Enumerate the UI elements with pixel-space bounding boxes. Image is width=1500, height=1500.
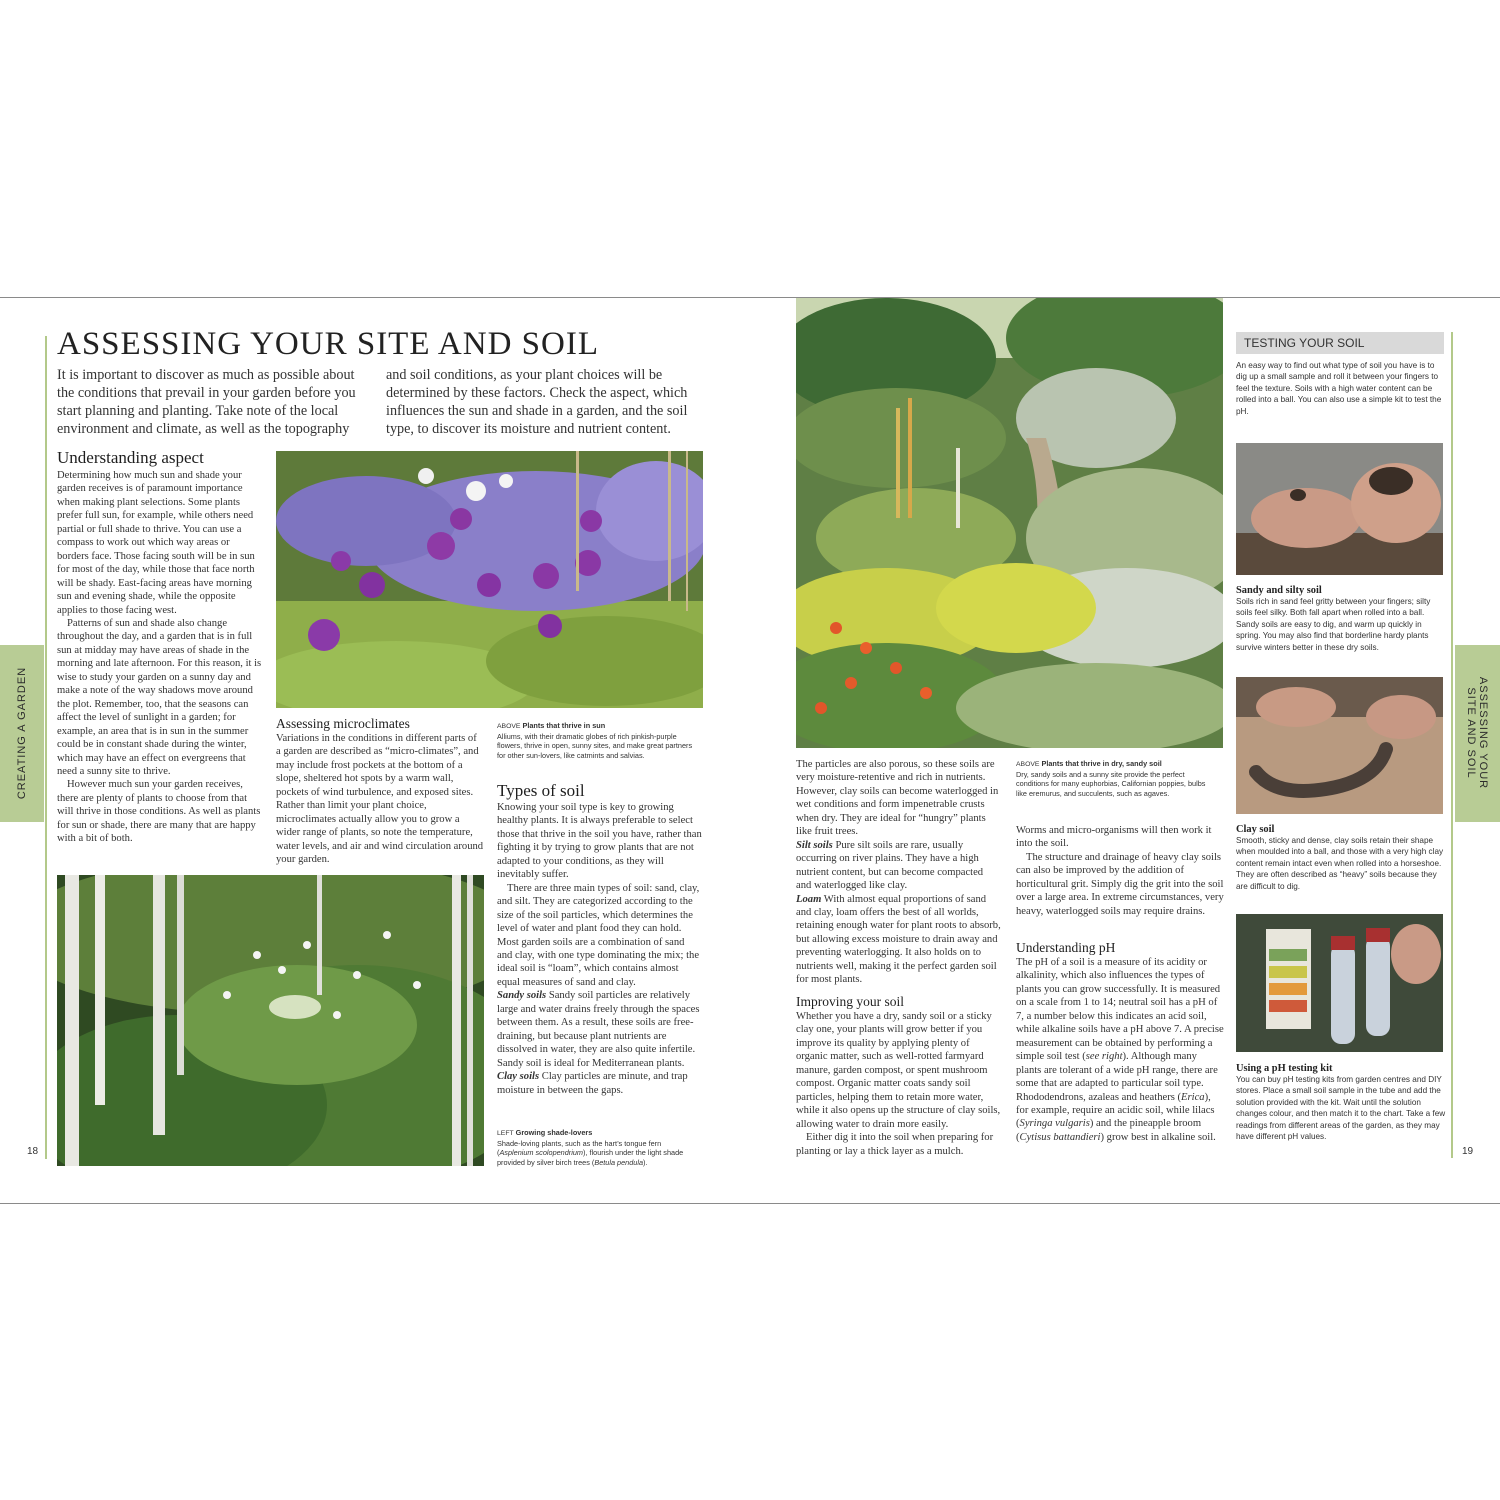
clay-soils-label: Clay soils [497,1071,540,1083]
grit-paragraph: The structure and drainage of heavy clay soils can also be improved by the addition of horticultural grit. Simply dig the grit into the soil over a large area. In extreme circumstances, very heavy, waterlogged soils may require drains. [1016,851,1224,917]
ph-kit-heading: Using a pH testing kit [1236,1063,1333,1074]
page-title: ASSESSING YOUR SITE AND SOIL [57,326,599,362]
caption-shade-label: LEFT [497,1130,514,1137]
right-column-1 [796,758,1001,987]
clay-soil-text: Smooth, sticky and dense, clay soils retain their shape when moulded into a ball, and those with a very high clay content remain intact even when rolled into a horseshoe. They are often described as “heavy” soils because they are difficult to dig. [1236,836,1444,891]
aspect-paragraph-1: Determining how much sun and shade your garden receives is of paramount importance when making plant selections. Some plants prefer full sun, for example, while others need partial or full shade to thrive. You can use a compass to work out which way areas or borders face. Those facing south will be in sun for most of the day, while those that face north will be shady. East-facing areas have morning sun and evening shade, while the opposite applies to those facing west. [57,470,255,616]
chapter-tab-right-line-2: SITE AND SOIL [1465,687,1477,779]
microclimates-heading: Assessing microclimates [276,716,410,731]
ph-kit-photo [1236,914,1443,1052]
types-of-soil-section [497,781,702,1097]
improving-soil-paragraph-1: Whether you have a dry, sandy soil or a sticky clay one, your plants will grow better if you improve its quality by applying plenty of organic matter, such as well-rotted farmyard manure, garden compost, or spent mushroom compost. Organic matter coats sandy soil particles, helping them to retain more water, while it also opens up the structure of clay soils, allowing water to drain more easily. [796,1011,1001,1130]
left-margin-rule [45,336,47,1159]
clay-soil-section [1236,824,1446,892]
improving-soil-heading: Improving your soil [796,994,904,1009]
clay-soil-photo [1236,677,1443,814]
book-spread [0,297,1500,1204]
caption-shade-text-b: ), flourish under the light shade provided by silver birch trees ( [497,1148,684,1167]
sandy-soil-photo [1236,443,1443,575]
testing-soil-sidebar [1236,332,1444,417]
ph-text-e: ) grow best in alkaline soil. [1100,1131,1216,1143]
ph-kit-section [1236,1063,1446,1142]
sandy-soils-text: Sandy soil particles are relatively large and water drains freely through the spaces between them. As a result, these soils are free-draining, but because plant nutrients are dissolved in water, they are also quite infertile. Sandy soil is ideal for Mediterranean plants. [497,990,700,1069]
caption-dry-text: Dry, sandy soils and a sunny site provide the perfect conditions for many euphorbias, Californian poppies, bulbs like eremurus, and succulents, such as agaves. [1016,769,1206,798]
worms-paragraph: Worms and micro-organisms will then work it into the soil. [1016,825,1212,850]
ph-kit-text: You can buy pH testing kits from garden centres and DIY stores. Place a small soil sample in the tube and add the solution provided with the kit. Wait until the solution changes colour, and then match it to the chart. Take a few readings from different areas of the garden, as they may have different pH values. [1236,1075,1446,1142]
caption-sun-title: Plants that thrive in sun [522,721,606,730]
caption-sun-text: Alliums, with their dramatic globes of rich pinkish-purple flowers, thrive in open, sunny sites, and make great partners for other sun-lovers, like catmints and salvias. [497,731,693,760]
ph-cytisus: Cytisus battandieri [1019,1131,1101,1143]
caption-shade [497,1128,697,1167]
silt-soils-label: Silt soils [796,839,833,851]
right-column-2 [1016,824,1224,918]
aspect-paragraph-2: Patterns of sun and shade also change throughout the day, and a garden that is in full sun at midday may have areas of shade in the morning and late afternoon. For this reason, it is wise to study your garden on a sunny day and make a note of the way shadows move around the plot. Remember, too, that the seasons can affect the level of sunlight in a garden; for example, an area that is in sun in the summer could be in constant shade during the winter, which may have an effect on evergreens that need a sunny site to thrive. [57,617,262,777]
caption-shade-latin-b: Betula pendula [594,1157,644,1167]
caption-shade-latin-a: Asplenium scolopendrium [499,1148,583,1158]
loam-text: With almost equal proportions of sand and clay, loam offers the best of all worlds, retaining enough water for plant roots to absorb, but allowing excess moisture to drain away and preventing waterlogging. It also holds on to nutrients well, making it the perfect garden soil for most plants. [796,893,1001,986]
chapter-tab-right-label [1465,677,1489,789]
understanding-ph-paragraph [1016,956,1224,1144]
sandy-silty-section [1236,585,1446,653]
ph-erica: Erica [1181,1091,1205,1103]
sandy-soils-label: Sandy soils [497,990,547,1002]
understanding-ph-section [1016,940,1224,1144]
chapter-tab-left-label: CREATING A GARDEN [16,666,28,800]
alliums-photo [276,451,703,708]
loam-label: Loam [796,893,822,905]
chapter-tab-right [1455,645,1500,822]
clay-soils-text: Clay particles are minute, and trap moisture in between the gaps. [497,1071,688,1096]
silt-soils-text: Pure silt soils are rare, usually occurring on river plains. They have a high nutrient content, but can become compacted and waterlogged like clay. [796,839,984,892]
caption-sun [497,721,702,760]
types-paragraph-2: There are three main types of soil: sand, clay, and silt. They are categorized according to the size of the soil particles, which determines the level of water and plant food they can hold. Most garden soils are a combination of sand and clay, with one type dominating the mix; the ideal soil is “loam”, which contains almost equal measures of sand and clay. [497,882,700,988]
microclimates-section [276,716,484,867]
caption-shade-text-c: ). [643,1157,648,1167]
caption-dry-label: ABOVE [1016,761,1040,768]
caption-sun-label: ABOVE [497,723,521,730]
aspect-heading: Understanding aspect [57,448,204,467]
intro-column-2: and soil conditions, as your plant choices will be determined by these factors. Check the aspect, which influences the sun and shade in a garden, and the soil type, to discover its moisture and nutrient content. [386,367,688,437]
improving-soil-paragraph-2: Either dig it into the soil when preparing for planting or lay a thick layer as a mulch. [796,1132,994,1157]
understanding-ph-heading: Understanding pH [1016,940,1116,955]
ph-syringa: Syringa vulgaris [1019,1118,1090,1130]
types-paragraph-1: Knowing your soil type is key to growing healthy plants. It is always preferable to select those that thrive in the soil you have, rather than fighting it by trying to grow plants that are not adapted to your conditions, as they will inevitably suffer. [497,802,702,881]
chapter-tab-left [0,645,44,822]
dry-garden-photo [796,298,1223,748]
page-number-right: 19 [1462,1146,1474,1157]
aspect-section [57,448,262,846]
aspect-paragraph-3: However much sun your garden receives, there are plenty of plants to choose from that will thrive in those conditions. As well as plants for sun or shade, there are many that are happy with a bit of both. [57,779,261,845]
improving-soil-section [796,994,1001,1158]
chapter-tab-right-line-1: ASSESSING YOUR [1477,676,1489,790]
ph-see-right: see right [1085,1051,1123,1063]
sidebar-intro: An easy way to find out what type of soil you have is to dig up a small sample and roll it between your fingers to feel the texture. Soils with a high water content can be rolled into a ball. You can also use a simple kit to test the pH. [1236,361,1442,416]
caption-dry-title: Plants that thrive in dry, sandy soil [1041,759,1162,768]
clay-continued-paragraph: The particles are also porous, so these soils are very moisture-retentive and rich in nutrients. However, clay soils can become waterlogged in wet conditions and form impenetrable crusts when dry. They are ideal for “hungry” plants like fruit trees. [796,759,999,838]
microclimates-paragraph: Variations in the conditions in different parts of a garden are described as “micro-climates”, and may include frost pockets at the bottom of a slope, sheltered hot spots by a warm wall, pockets of wind turbulence, and exposed sites. Rather than limit your plant choice, microclimates actually allow you to grow a wider range of plants, so note the temperature, water levels, and air and wind circulation around your garden. [276,733,484,866]
caption-shade-text-a: Shade-loving plants, such as the hart’s tongue fern ( [497,1138,662,1158]
intro-column-1: It is important to discover as much as possible about the conditions that prevail in your garden before you start planning and planting. Take note of the local environment and climate, as well as the topography [57,367,356,437]
caption-dry [1016,759,1216,798]
ph-text-b: ). Although many plants are tolerant of a wide pH range, there are some that are adapted to particular soil type. Rhododendrons, azaleas and heathers ( [1016,1051,1218,1103]
ph-text-d: ) and the pineapple broom ( [1016,1118,1202,1143]
ph-text-c: ), for example, require an acidic soil, while lilacs ( [1016,1091,1215,1130]
clay-soil-heading: Clay soil [1236,824,1275,835]
ph-text-a: The pH of a soil is a measure of its acidity or alkalinity, which also influences the types of plants you can grow successfully. It is measured on a scale from 1 to 14; neutral soil has a pH of 7, a number below this indicates an acid soil, while alkaline soils have a pH above 7. A precise measurement can be obtained by performing a simple soil test ( [1016,957,1224,1063]
sidebar-heading: TESTING YOUR SOIL [1236,332,1444,354]
sandy-silty-heading: Sandy and silty soil [1236,585,1322,596]
types-heading: Types of soil [497,781,585,800]
page-number-left: 18 [27,1146,39,1157]
sandy-silty-text: Soils rich in sand feel gritty between your fingers; silty soils feel silky. Both fall apart when rolled into a ball. Sandy soils are easy to dig, and warm up quickly in spring. You may also find that borderline hardy plants survive winters better in these dry soils. [1236,597,1431,652]
sidebar-rule [1451,332,1453,1158]
caption-shade-title: Growing shade-lovers [515,1128,593,1137]
birch-woodland-photo [57,875,484,1166]
